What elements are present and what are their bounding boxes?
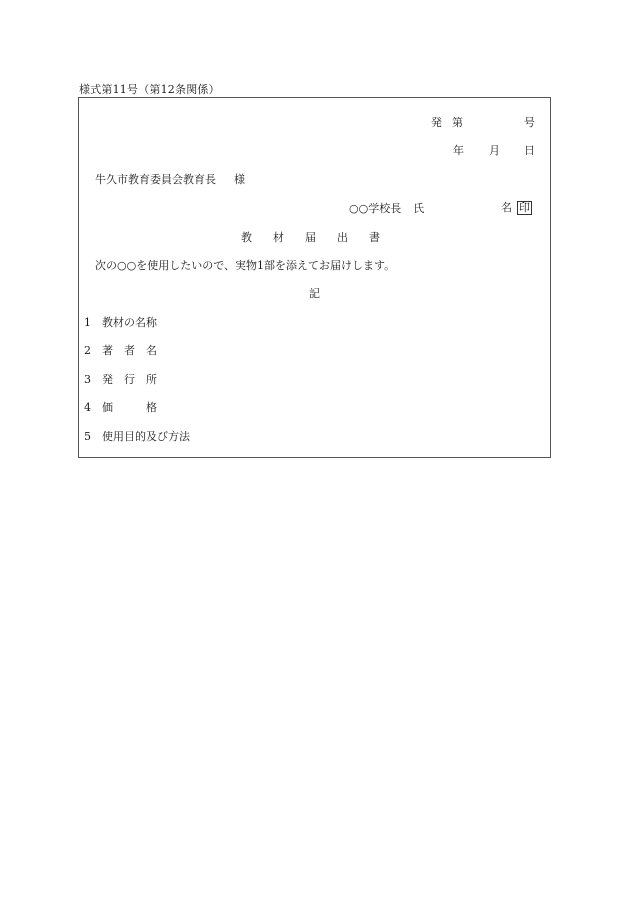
sender-shi: 氏: [413, 202, 425, 215]
title-char-3: 届: [305, 231, 316, 244]
addressee-line: [95, 173, 245, 186]
list-item: [84, 316, 157, 329]
date-year: 年: [453, 144, 464, 157]
issue-number-line: [431, 116, 463, 129]
list-item: [84, 401, 157, 414]
ki-heading: 記: [309, 287, 320, 300]
title-char-1: 教: [241, 231, 252, 244]
item-label: 著 者 名: [102, 344, 157, 357]
list-item: [84, 344, 157, 357]
item-number: 3: [84, 373, 91, 386]
item-label: 使用目的及び方法: [102, 430, 190, 443]
addressee-honorific: 様: [234, 173, 245, 186]
document-title: [241, 231, 383, 244]
sender-mei: 名: [501, 201, 512, 214]
item-number: 2: [84, 344, 91, 357]
date-day: 日: [524, 144, 535, 157]
item-number: 4: [84, 401, 91, 414]
item-label: 教材の名称: [102, 316, 157, 329]
form-number-label: 様式第11号（第12条関係）: [79, 83, 220, 96]
issue-dai: 第: [452, 116, 463, 129]
sender-title: ○○学校長: [349, 202, 402, 215]
title-char-4: 出: [337, 231, 348, 244]
title-char-2: 材: [273, 231, 284, 244]
body-text: 次の○○を使用したいので、実物1部を添えてお届けします。: [95, 259, 396, 272]
sender-line: [349, 202, 424, 215]
issue-go: 号: [524, 116, 535, 129]
form-frame: [78, 97, 551, 458]
list-item: [84, 373, 157, 386]
item-label: 発 行 所: [102, 373, 157, 386]
sender-name-seal: [501, 201, 532, 215]
list-item: [84, 430, 190, 443]
seal-mark: 印: [519, 201, 530, 214]
item-number: 1: [84, 316, 91, 329]
date-month: 月: [489, 144, 500, 157]
addressee-name: 牛久市教育委員会教育長: [95, 173, 216, 186]
title-char-5: 書: [369, 231, 380, 244]
item-label: 価 格: [102, 401, 157, 414]
item-number: 5: [84, 430, 91, 443]
issue-prefix: 発: [431, 116, 442, 129]
